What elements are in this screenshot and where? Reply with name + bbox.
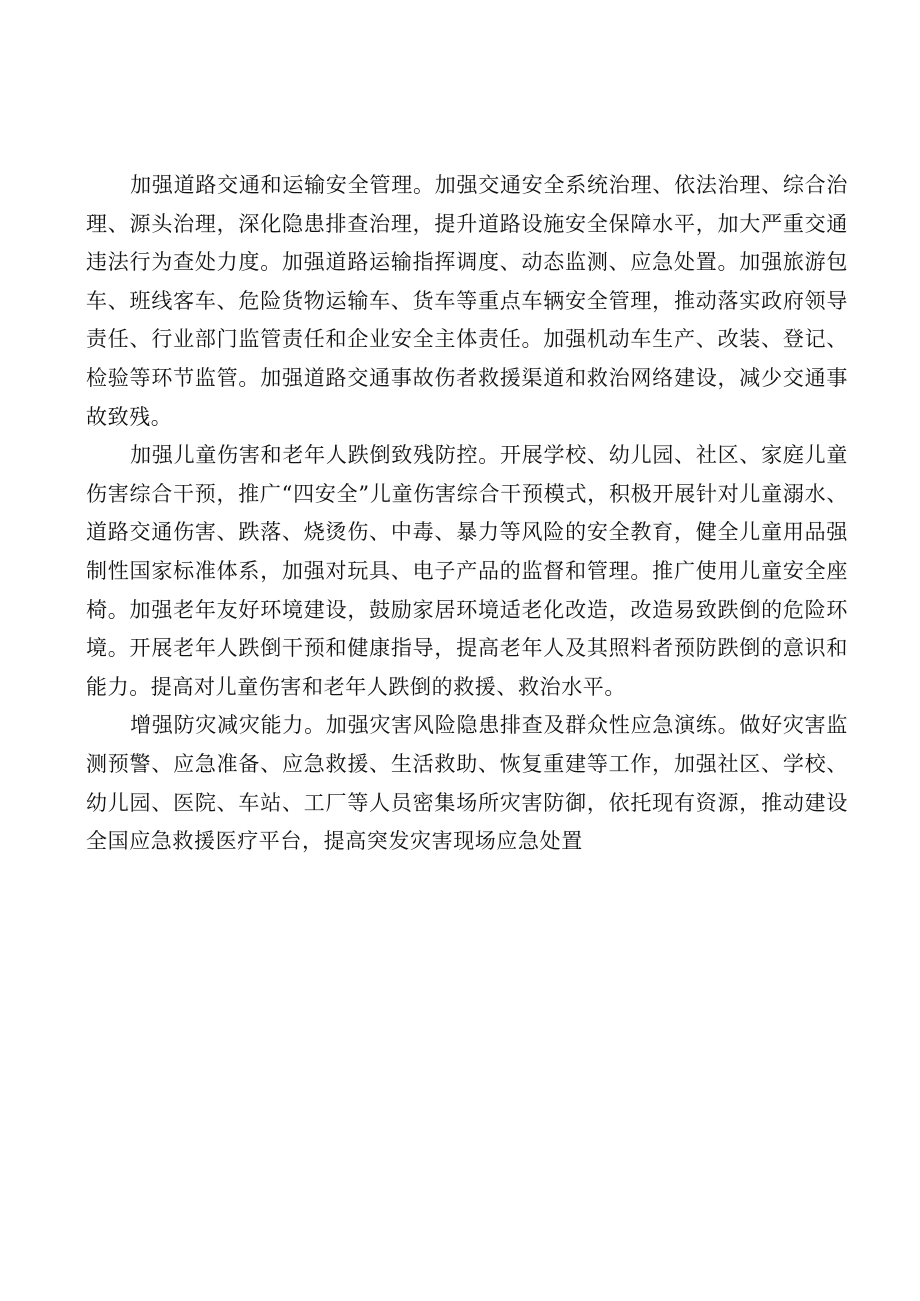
paragraph-road-traffic-safety: 加强道路交通和运输安全管理。加强交通安全系统治理、依法治理、综合治理、源头治理，深化隐患排查治理，提升道路设施安全保障水平，加大严重交通违法行为查处力度。加强道路运输指挥调度、动态监测、应急处置。加强旅游包车、班线客车、危险货物运输车、货车等重点车辆安全管理，推动落实政府领导责任、行业部门监管责任和企业安全主体责任。加强机动车生产、改装、登记、检验等环节监管。加强道路交通事故伤者救援渠道和救治网络建设，减少交通事故致残。 bbox=[86, 173, 848, 429]
paragraph-disaster-prevention: 增强防灾减灾能力。加强灾害风险隐患排查及群众性应急演练。做好灾害监测预警、应急准备、应急救援、生活救助、恢复重建等工作，加强社区、学校、幼儿园、医院、车站、工厂等人员密集场所灾害防御，依托现有资源，推动建设全国应急救援医疗平台，提高突发灾害现场应急处置 bbox=[86, 713, 848, 854]
document-body bbox=[86, 166, 848, 861]
paragraph-child-elderly-injury-prevention: 加强儿童伤害和老年人跌倒致残防控。开展学校、幼儿园、社区、家庭儿童伤害综合干预，推广“四安全”儿童伤害综合干预模式，积极开展针对儿童溺水、道路交通伤害、跌落、烧烫伤、中毒、暴力等风险的安全教育，健全儿童用品强制性国家标准体系，加强对玩具、电子产品的监督和管理。推广使用儿童安全座椅。加强老年友好环境建设，鼓励家居环境适老化改造，改造易致跌倒的危险环境。开展老年人跌倒干预和健康指导，提高老年人及其照料者预防跌倒的意识和能力。提高对儿童伤害和老年人跌倒的救援、救治水平。 bbox=[86, 443, 848, 699]
